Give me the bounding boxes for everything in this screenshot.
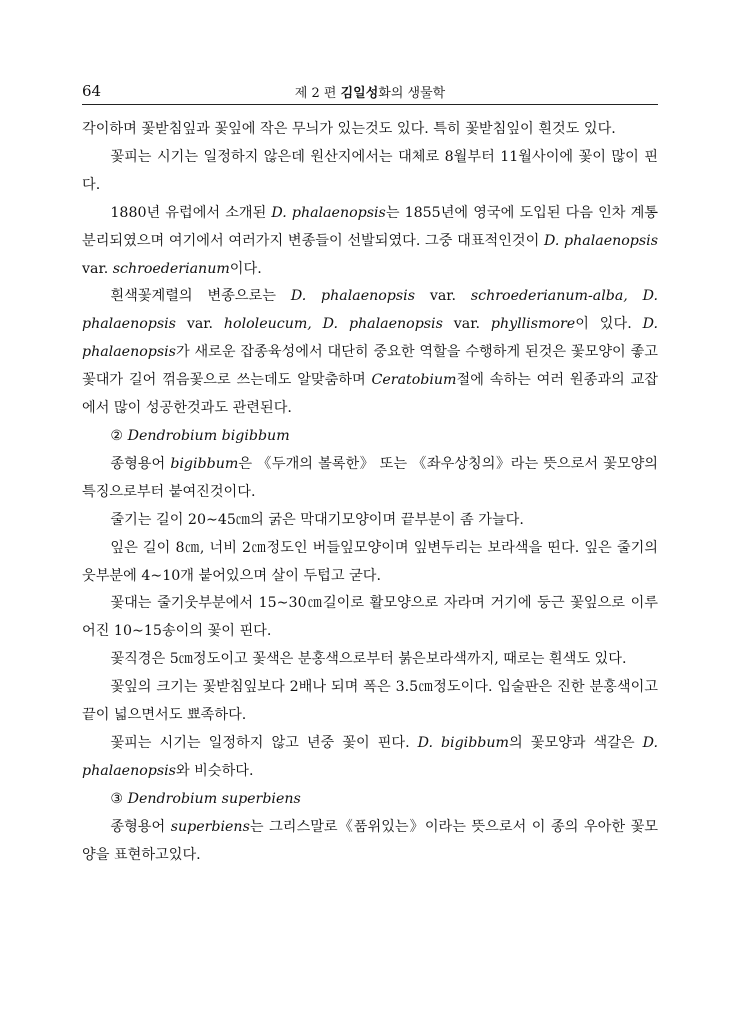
section-number: ② [110, 427, 128, 444]
paragraph: 종형용어 bigibbum은 《두개의 볼록한》 또는 《좌우상칭의》라는 뜻으로서 꽃모양의 특징으로부터 붙여진것이다. [82, 455, 658, 500]
running-title-part: 제 2 편 [294, 86, 341, 101]
body-text [82, 116, 658, 869]
paragraph: 꽃대는 줄기웃부분에서 15∼30㎝길이로 활모양으로 자라며 거기에 둥근 꽃잎으로 이루어진 10∼15송이의 꽃이 핀다. [82, 595, 658, 640]
paragraph: 꽃피는 시기는 일정하지 않은데 원산지에서는 대체로 8월부터 11월사이에 꽃이 많이 핀다. [82, 148, 658, 193]
species-name: Dendrobium superbiens [127, 790, 301, 807]
paragraph: 종형용어 superbiens는 그리스말로《품위있는》이라는 뜻으로서 이 종의 우아한 꽃모양을 표현하고있다. [82, 818, 658, 863]
running-header [82, 82, 658, 105]
paragraph: 각이하며 꽃받침잎과 꽃잎에 작은 무늬가 있는것도 있다. 특히 꽃받침잎이 흰것도 있다. [82, 121, 616, 137]
paragraph: 흰색꽃계렬의 변종으로는 D. phalaenopsis var. schroederianum-alba, D. phalaenopsis var. hololeucum, D. phalaenopsis var. phyllismore이 있다. D. phalaenopsis가 새로운 잡종육성에서 대단히 중요한 역할을 수행하게 된것은 꽃모양이 좋고 꽃대가 길어 꺾음꽃으로 쓰는데도 알맞춤하며 Ceratobium절에 속하는 여러 원종과의 교잡에서 많이 성공한것과도 관련된다. [82, 288, 658, 417]
running-title-bold: 김일성 [340, 86, 379, 101]
section-heading [82, 786, 658, 814]
section-number: ③ [110, 790, 128, 807]
paragraph: 꽃직경은 5㎝정도이고 꽃색은 분홍색으로부터 붉은보라색까지, 때로는 흰색도 있다. [110, 651, 627, 668]
running-title-rest: 화의 생물학 [378, 86, 446, 101]
paragraph: 잎은 길이 8㎝, 너비 2㎝정도인 버들잎모양이며 잎변두리는 보라색을 띤다. 잎은 줄기의 웃부분에 4∼10개 붙어있으며 살이 두텁고 굳다. [82, 539, 658, 584]
paragraph: 줄기는 길이 20∼45㎝의 굵은 막대기모양이며 끝부분이 좀 가늘다. [110, 511, 524, 528]
running-title [82, 82, 658, 101]
paragraph: 꽃잎의 크기는 꽃받침잎보다 2배나 되며 폭은 3.5㎝정도이다. 입술판은 진한 분홍색이고 끝이 넓으면서도 뾰족하다. [82, 679, 658, 724]
paragraph: 꽃피는 시기는 일정하지 않고 년중 꽃이 핀다. D. bigibbum의 꽃모양과 색갈은 D. phalaenopsis와 비슷하다. [82, 734, 658, 779]
section-heading [82, 423, 658, 451]
page-number: 64 [82, 82, 102, 100]
paragraph: 1880년 유럽에서 소개된 D. phalaenopsis는 1855년에 영국에 도입된 다음 인차 계통분리되였으며 여기에서 여러가지 변종들이 선발되였다. 그중 대표적인것이 D. phalaenopsis var. schroederianum이다. [82, 204, 659, 277]
species-name: Dendrobium bigibbum [127, 427, 290, 444]
